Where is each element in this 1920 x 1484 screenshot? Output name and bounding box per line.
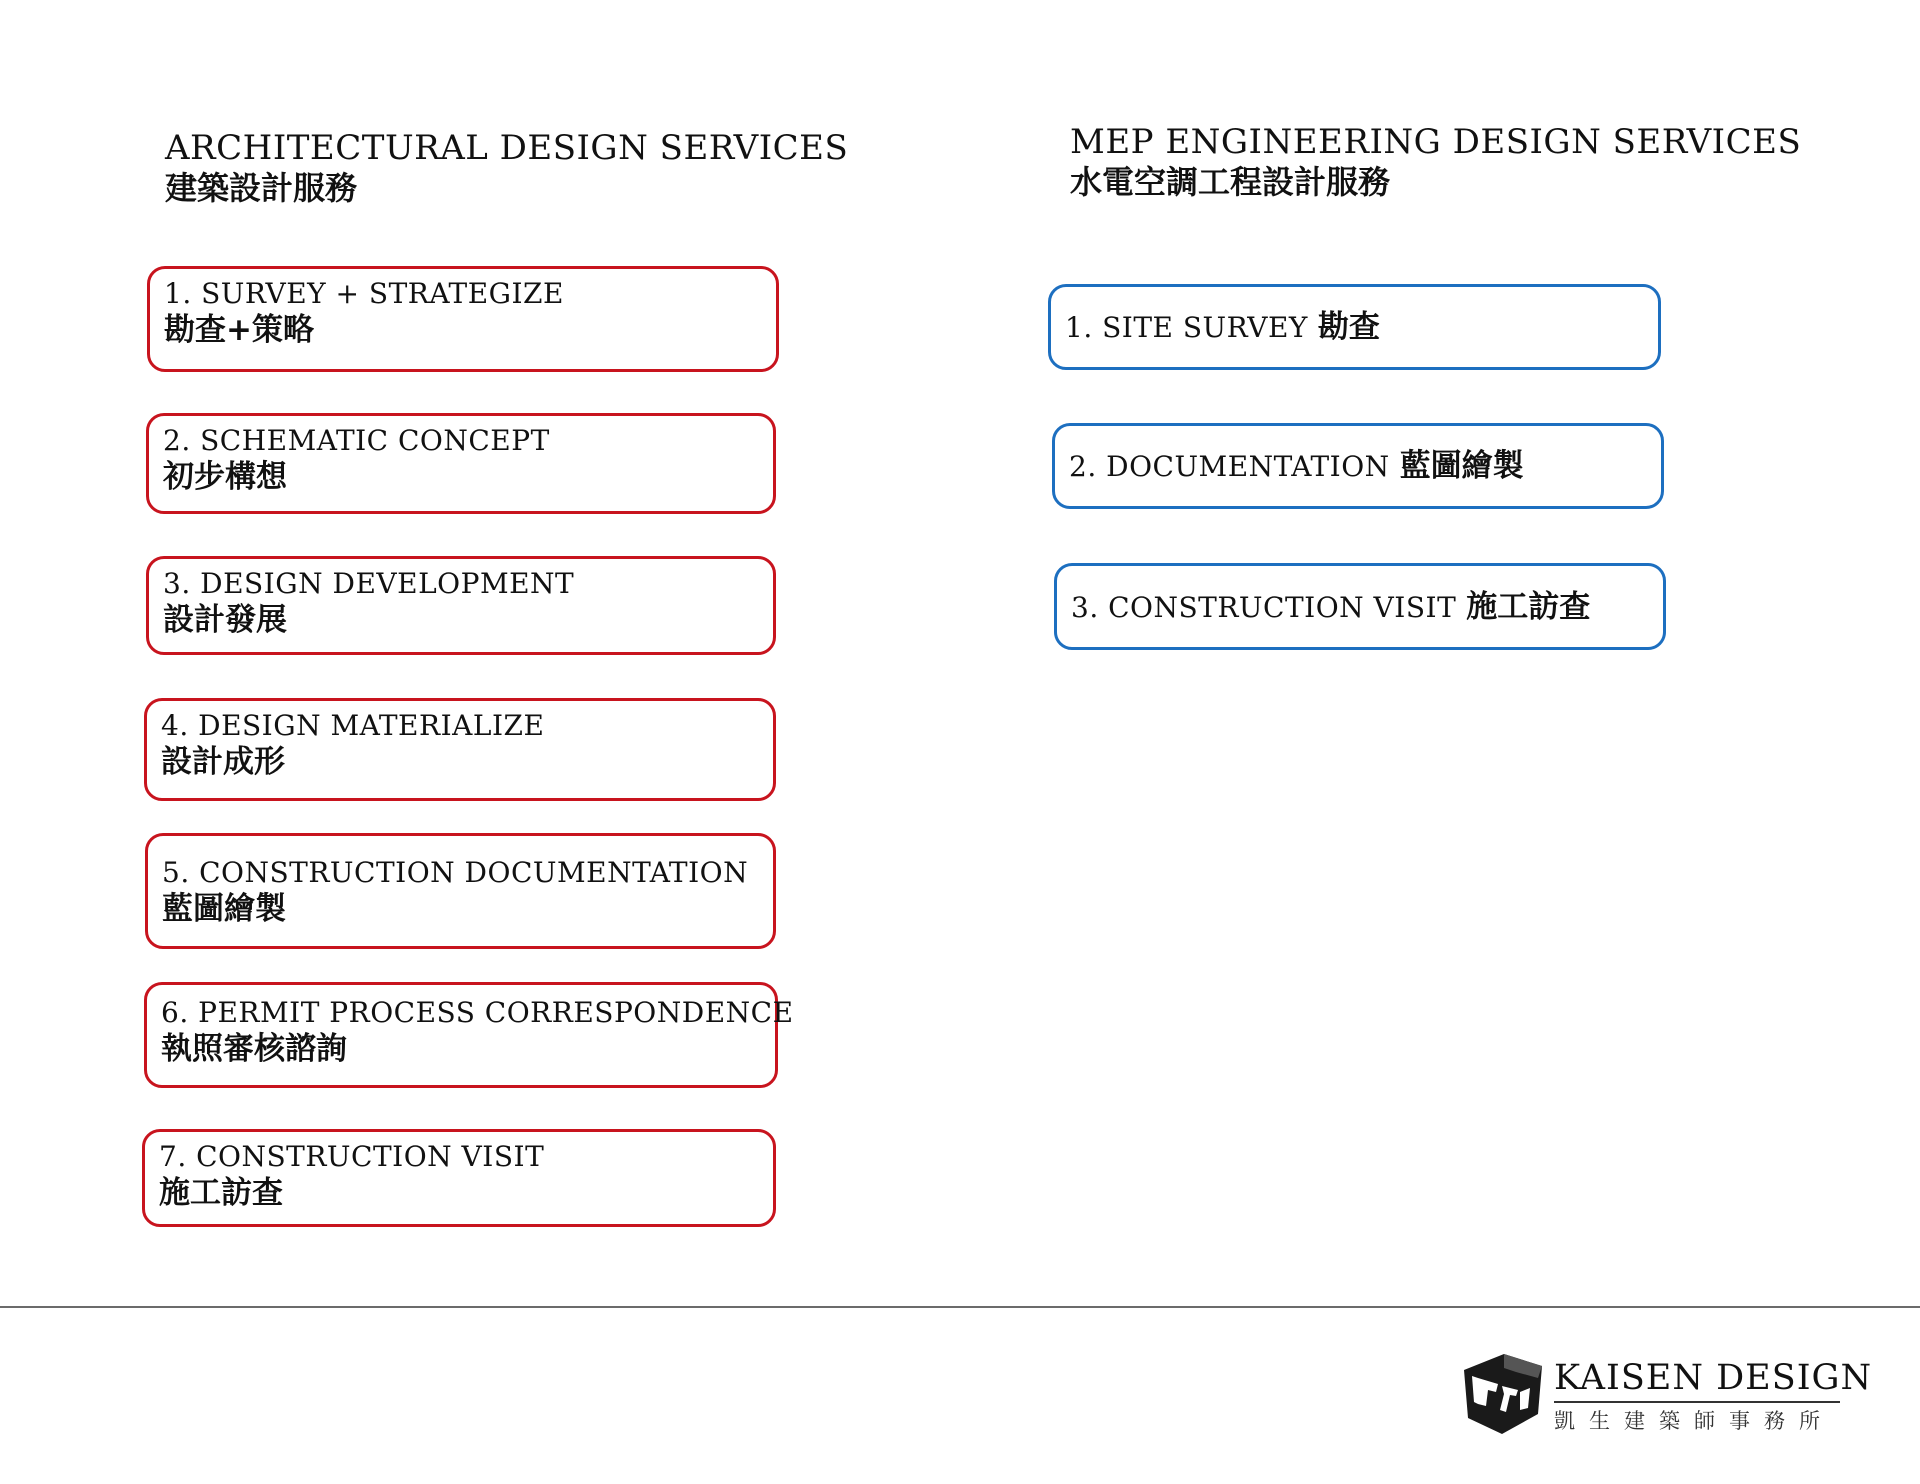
mep-heading: [1070, 122, 1801, 202]
architectural-service-item: [146, 413, 776, 514]
service-label-en: 1. SURVEY + STRATEGIZE: [164, 277, 564, 310]
service-label-en: 2. SCHEMATIC CONCEPT: [163, 424, 550, 457]
architectural-service-item: [147, 266, 779, 372]
mep-title-zh: 水電空調工程設計服務: [1070, 163, 1391, 201]
service-label-en: 2. DOCUMENTATION: [1069, 450, 1390, 483]
logo-name: KAISEN DESIGN: [1554, 1358, 1873, 1398]
architectural-service-item: [142, 1129, 776, 1227]
architectural-title-en: ARCHITECTURAL DESIGN SERVICES: [165, 128, 849, 168]
mep-title-en: MEP ENGINEERING DESIGN SERVICES: [1070, 122, 1802, 162]
mep-service-item: [1054, 563, 1666, 650]
service-label-zh: 初步構想: [163, 459, 287, 495]
service-label-zh: 勘查: [1317, 309, 1380, 345]
service-label-zh: 施工訪查: [159, 1175, 283, 1211]
architectural-service-item: [145, 833, 776, 949]
service-label-zh: 勘查+策略: [164, 312, 314, 348]
service-label-zh: 設計成形: [161, 744, 285, 780]
footer-divider: [0, 1306, 1920, 1308]
service-label-en: 3. DESIGN DEVELOPMENT: [163, 567, 575, 600]
service-label-zh: 施工訪查: [1466, 588, 1591, 625]
service-label-en: 4. DESIGN MATERIALIZE: [161, 709, 545, 742]
architectural-title-zh: 建築設計服務: [165, 169, 358, 207]
service-label-en: 3. CONSTRUCTION VISIT: [1071, 590, 1457, 624]
architectural-heading: [165, 128, 848, 208]
mep-service-item: [1048, 284, 1661, 370]
service-label-en: 6. PERMIT PROCESS CORRESPONDENCE: [161, 996, 794, 1029]
service-label-zh: 執照審核諮詢: [161, 1031, 347, 1067]
service-label-zh: 藍圖繪製: [162, 891, 286, 927]
cube-logo-icon: [1458, 1348, 1548, 1438]
service-label-en: 7. CONSTRUCTION VISIT: [159, 1140, 545, 1173]
architectural-service-item: [146, 556, 776, 655]
architectural-service-item: [144, 698, 776, 801]
service-label-en: 1. SITE SURVEY: [1065, 311, 1308, 344]
logo-chinese-name: 凱生建築師事務所: [1554, 1409, 1834, 1433]
mep-service-item: [1052, 423, 1664, 509]
company-logo: [1458, 1348, 1873, 1438]
architectural-service-item: [144, 982, 794, 1088]
service-label-zh: 藍圖繪製: [1399, 448, 1524, 484]
service-label-zh: 設計發展: [163, 602, 287, 638]
logo-underline: [1554, 1401, 1840, 1403]
service-label-en: 5. CONSTRUCTION DOCUMENTATION: [162, 856, 749, 889]
